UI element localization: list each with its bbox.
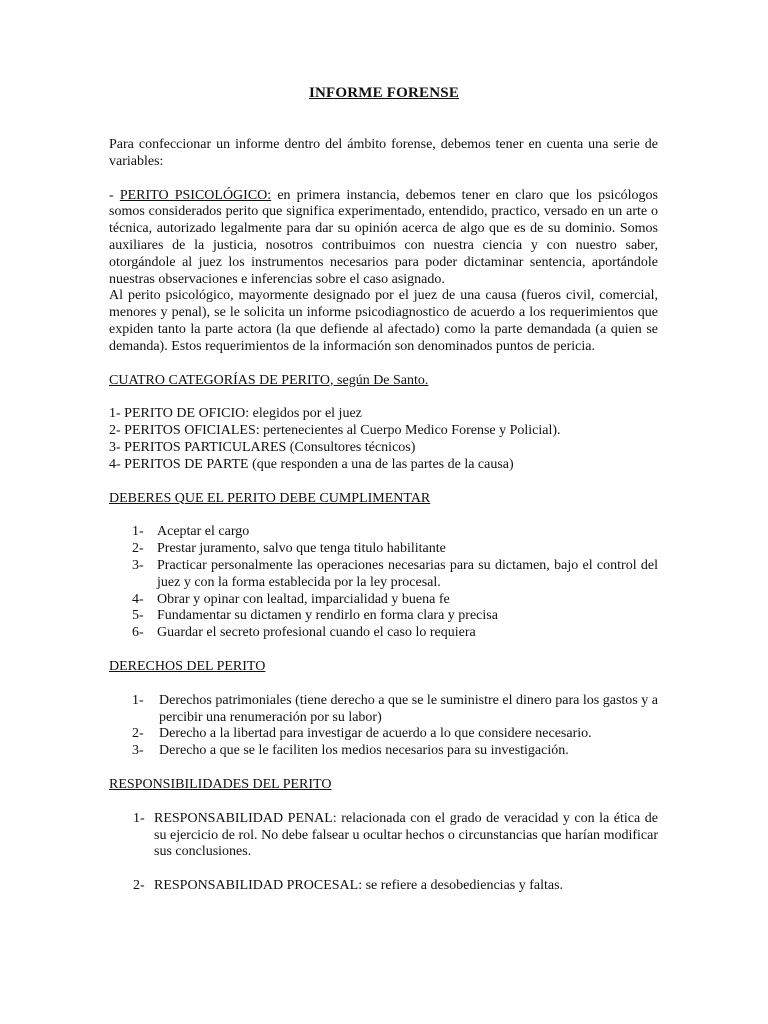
list-number: 2-	[133, 878, 145, 894]
list-item	[109, 743, 658, 760]
perito-prefix: -	[109, 187, 120, 203]
document-title: INFORME FORENSE	[308, 85, 460, 101]
deberes-list	[109, 524, 658, 642]
list-item	[109, 541, 658, 558]
list-text: Derecho a que se le faciliten los medios necesarios para su investigación.	[159, 743, 569, 759]
list-number: 1-	[132, 524, 144, 540]
list-item	[109, 693, 658, 727]
list-number: 3-	[132, 743, 144, 759]
list-item	[109, 592, 658, 609]
list-number: 3-	[132, 557, 144, 573]
perito-paragraph-2: Al perito psicológico, mayormente designado por el juez de una causa (fueros civil, comercial, menores y penal), se le solicita un informe psicodiagnostico de acuerdo a los requerimientos que expiden tanto la parte actora (la que defiende al afectado) como la parte demandada (a quien se demanda). Estos requerimientos de la información son denominados puntos de pericia.	[109, 288, 658, 354]
categoria-item: 2- PERITOS OFICIALES: pertenecientes al Cuerpo Medico Forense y Policial).	[109, 423, 561, 439]
list-number: 5-	[132, 608, 144, 624]
list-item	[109, 811, 658, 861]
responsabilidades-heading: RESPONSIBILIDADES DEL PERITO	[109, 776, 332, 792]
list-number: 4-	[132, 591, 144, 607]
list-text: Derechos patrimoniales (tiene derecho a que se le suministre el dinero para los gastos y a percibir una renumeración por su labor)	[159, 692, 658, 725]
list-text: Obrar y opinar con lealtad, imparcialidad y buena fe	[157, 591, 450, 607]
document-body	[109, 137, 658, 895]
list-text: Fundamentar su dictamen y rendirlo en forma clara y precisa	[157, 608, 498, 624]
list-item	[109, 524, 658, 541]
perito-text: en primera instancia, debemos tener en claro que los psicólogos somos considerados perito que significa experimentado, entendido, practico, versado en un arte o técnica, autorizado legalmente para dar su opinión acerca de algo que es de su dominio. Somos auxiliares de la justicia, nosotros contribuimos con nuestra ciencia y con nuestro saber, otorgándole al juez los instrumentos necesarios para poder dictaminar sentencia, aportándole nuestras observaciones e inferencias sobre el caso asignado.	[109, 187, 659, 287]
derechos-list	[109, 693, 658, 760]
list-number: 6-	[132, 625, 144, 641]
perito-heading: PERITO PSICOLÓGICO:	[119, 187, 272, 203]
deberes-heading: DEBERES QUE EL PERITO DEBE CUMPLIMENTAR	[109, 490, 431, 506]
derechos-heading: DERECHOS DEL PERITO	[109, 658, 266, 674]
list-text: Aceptar el cargo	[157, 524, 250, 540]
list-item	[109, 558, 658, 592]
categorias-heading: CUATRO CATEGORÍAS DE PERITO, según De Santo.	[109, 372, 429, 388]
list-text: Guardar el secreto profesional cuando el caso lo requiera	[157, 625, 476, 641]
list-item	[109, 726, 658, 743]
list-text: RESPONSABILIDAD PROCESAL: se refiere a desobediencias y faltas.	[154, 878, 564, 894]
perito-paragraph	[109, 188, 658, 289]
list-text: Practicar personalmente las operaciones necesarias para su dictamen, bajo el control del juez y con la forma establecida por la ley procesal.	[157, 557, 658, 590]
list-number: 2-	[132, 541, 144, 557]
list-item	[109, 625, 658, 642]
list-number: 1-	[132, 692, 144, 708]
list-item	[109, 608, 658, 625]
list-text: Derecho a la libertad para investigar de acuerdo a lo que considere necesario.	[159, 726, 592, 742]
list-number: 2-	[132, 726, 144, 742]
list-number: 1-	[133, 810, 145, 826]
categoria-item: 1- PERITO DE OFICIO: elegidos por el juez	[109, 406, 362, 422]
categoria-item: 4- PERITOS DE PARTE (que responden a una de las partes de la causa)	[109, 456, 514, 472]
intro-paragraph: Para confeccionar un informe dentro del ámbito forense, debemos tener en cuenta una serie de variables:	[109, 137, 658, 169]
list-item	[109, 878, 658, 895]
list-text: Prestar juramento, salvo que tenga titulo habilitante	[157, 541, 446, 557]
categoria-item: 3- PERITOS PARTICULARES (Consultores técnicos)	[109, 439, 416, 455]
list-text: RESPONSABILIDAD PENAL: relacionada con el grado de veracidad y con la ética de su ejercicio de rol. No debe falsear u ocultar hechos o circunstancias que harían modificar sus conclusiones.	[154, 810, 658, 860]
